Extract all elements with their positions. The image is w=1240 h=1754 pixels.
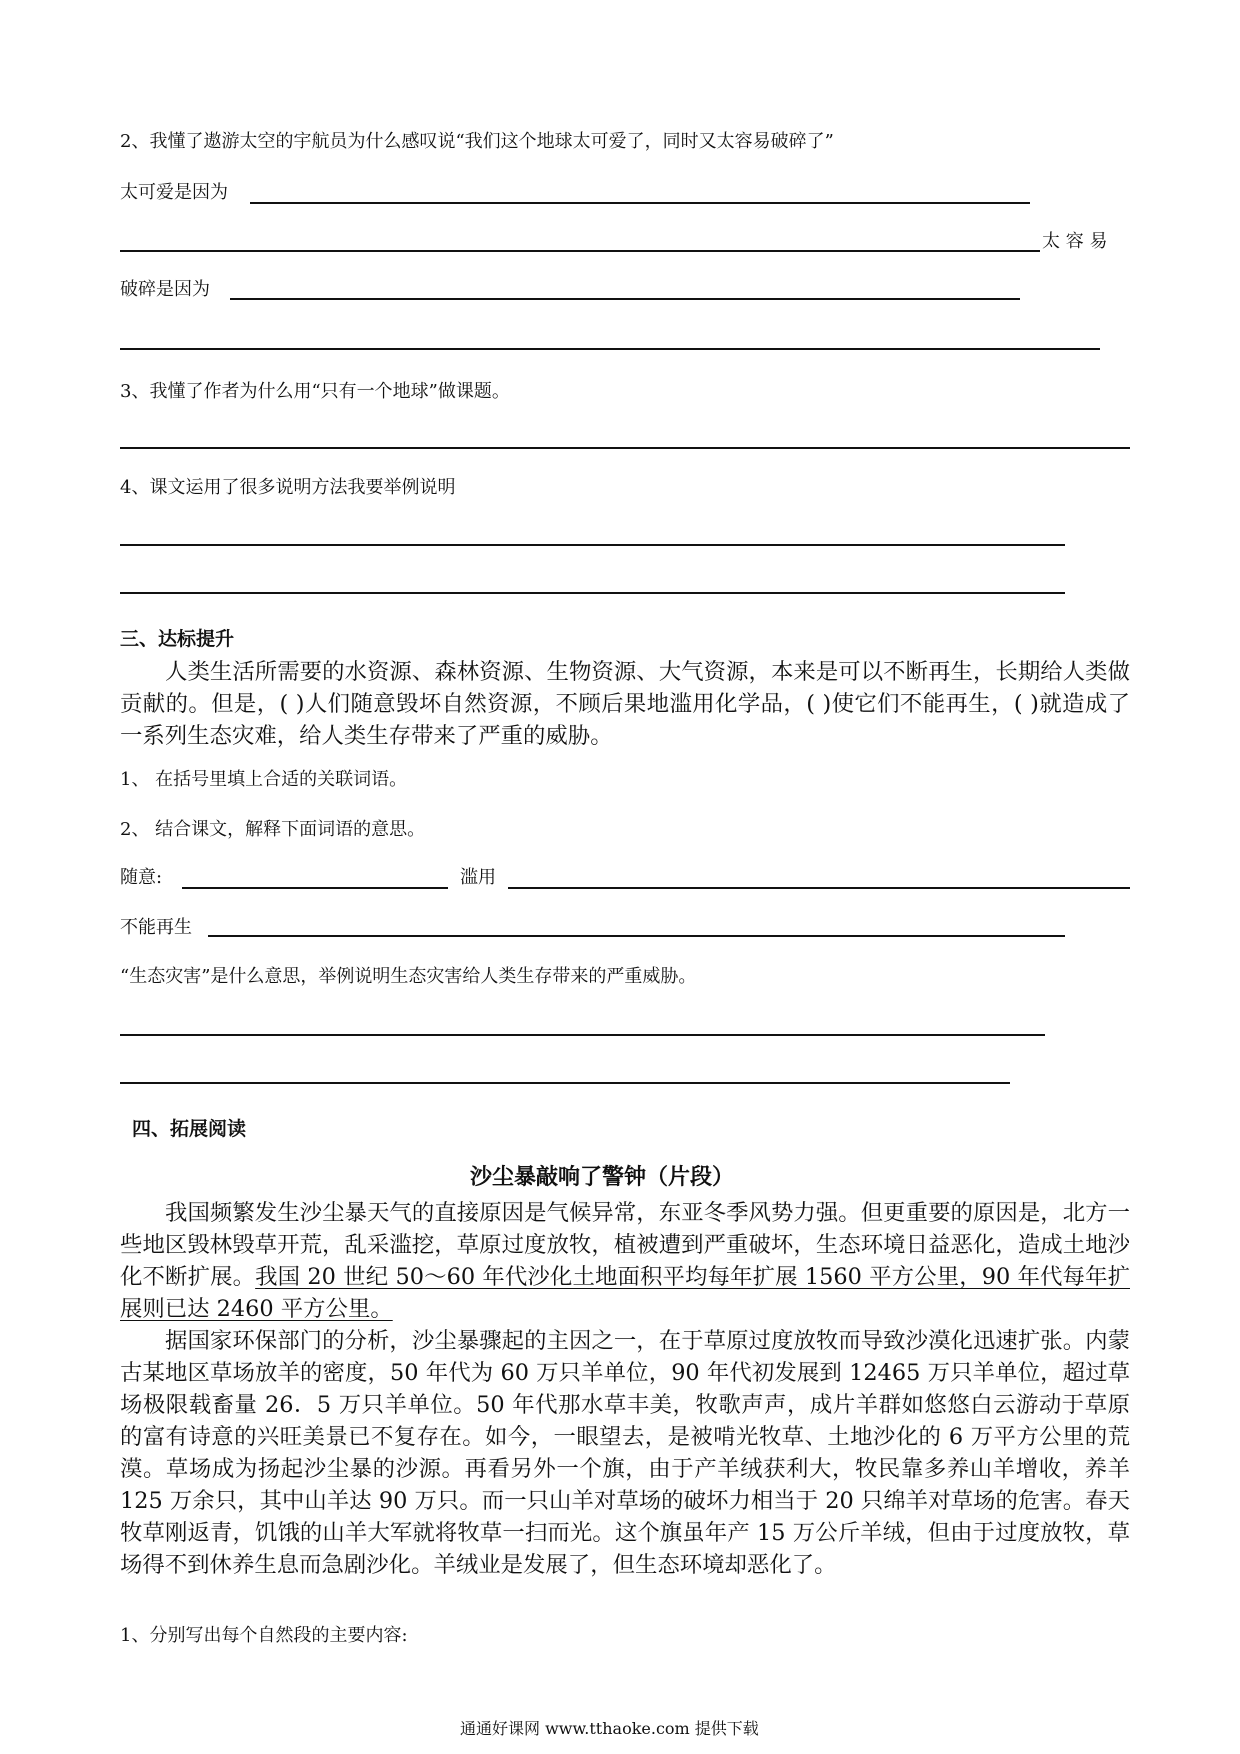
section4-heading: 四、拓展阅读 xyxy=(132,1118,247,1140)
section3-q3: “生态灾害”是什么意思，举例说明生态灾害给人类生存带来的严重威胁。 xyxy=(120,966,697,987)
answer-line xyxy=(508,887,1130,889)
reading-paragraph-2: 据国家环保部门的分析，沙尘暴骤起的主因之一，在于草原过度放牧而导致沙漠化迅速扩张。内蒙古某地区草场放羊的密度，50 年代为 60 万只羊单位，90 年代初发展到 12465 万只羊单位，超过草场极限载畜量 26．5 万只羊单位。50 年代那水草丰美，牧歌声声，成片羊群如悠悠白云游动于草原的富有诗意的兴旺美景已不复存在。如今，一眼望去，是被啃光牧草、土地沙化的 6 万平方公里的荒漠。草场成为扬起沙尘暴的沙源。再看另外一个旗，由于产羊绒获利大，牧民靠多养山羊增收，养羊 125 万余只，其中山羊达 90 万只。而一只山羊对草场的破坏力相当于 20 只绵羊对草场的危害。春天牧草刚返青，饥饿的山羊大军就将牧草一扫而光。这个旗虽年产 15 万公斤羊绒，但由于过度放牧，草场得不到休养生息而急剧沙化。羊绒业是发展了，但生态环境却恶化了。 xyxy=(120,1328,1130,1578)
term-abuse: 滥用 xyxy=(460,867,496,888)
answer-line xyxy=(120,544,1065,546)
q2-fragile-label: 破碎是因为 xyxy=(120,279,210,300)
answer-line xyxy=(120,348,1100,350)
q2-question: 2、我懂了遨游太空的宇航员为什么感叹说“我们这个地球太可爱了，同时又太容易破碎了” xyxy=(120,131,834,152)
answer-line xyxy=(208,935,1065,937)
q3-question: 3、我懂了作者为什么用“只有一个地球”做课题。 xyxy=(120,381,510,402)
section3-passage: 人类生活所需要的水资源、森林资源、生物资源、大气资源，本来是可以不断再生，长期给人类做贡献的。但是，( )人们随意毁坏自然资源，不顾后果地滥用化学品，( )使它们不能再生，( )就造成了一系列生态灾难，给人类生存带来了严重的威胁。 xyxy=(120,659,1130,749)
answer-line xyxy=(250,202,1030,204)
answer-line xyxy=(120,592,1065,594)
term-random: 随意: xyxy=(120,867,163,888)
answer-line xyxy=(120,1034,1045,1036)
section3-heading: 三、达标提升 xyxy=(120,628,235,650)
answer-line xyxy=(120,250,1040,252)
answer-line xyxy=(120,1082,1010,1084)
q2-lovely-label: 太可爱是因为 xyxy=(120,182,228,203)
section3-q1: 1、 在括号里填上合适的关联词语。 xyxy=(120,769,408,790)
term-nonrenewable: 不能再生 xyxy=(120,917,192,938)
section3-q2: 2、 结合课文，解释下面词语的意思。 xyxy=(120,819,426,840)
answer-line xyxy=(120,447,1130,449)
q2-easy-label: 太 容 易 xyxy=(1042,231,1108,252)
answer-line xyxy=(182,887,448,889)
reading-p1-text: 我国频繁发生沙尘暴天气的直接原因是气候异常，东亚冬季风势力强。但更重要的原因是，北方一些地区毁林毁草开荒，乱采滥挖，草原过度放牧，植被遭到严重破坏，生态环境日益恶化，造成土地沙化不断扩展。 xyxy=(120,1200,1130,1290)
reading-p1-underlined: 我国 20 世纪 50～60 年代沙化土地面积平均每年扩展 1560 平方公里，90 年代每年扩展则已达 2460 平方公里。 xyxy=(120,1264,1130,1322)
q4-question: 4、课文运用了很多说明方法我要举例说明 xyxy=(120,477,456,498)
answer-line xyxy=(230,298,1020,300)
footer-credit: 通通好课网 www.tthaoke.com 提供下载 xyxy=(460,1719,759,1738)
reading-paragraph-1 xyxy=(120,1197,1130,1325)
reading-title: 沙尘暴敲响了警钟（片段） xyxy=(470,1165,735,1190)
section4-q1: 1、分别写出每个自然段的主要内容: xyxy=(120,1625,408,1646)
